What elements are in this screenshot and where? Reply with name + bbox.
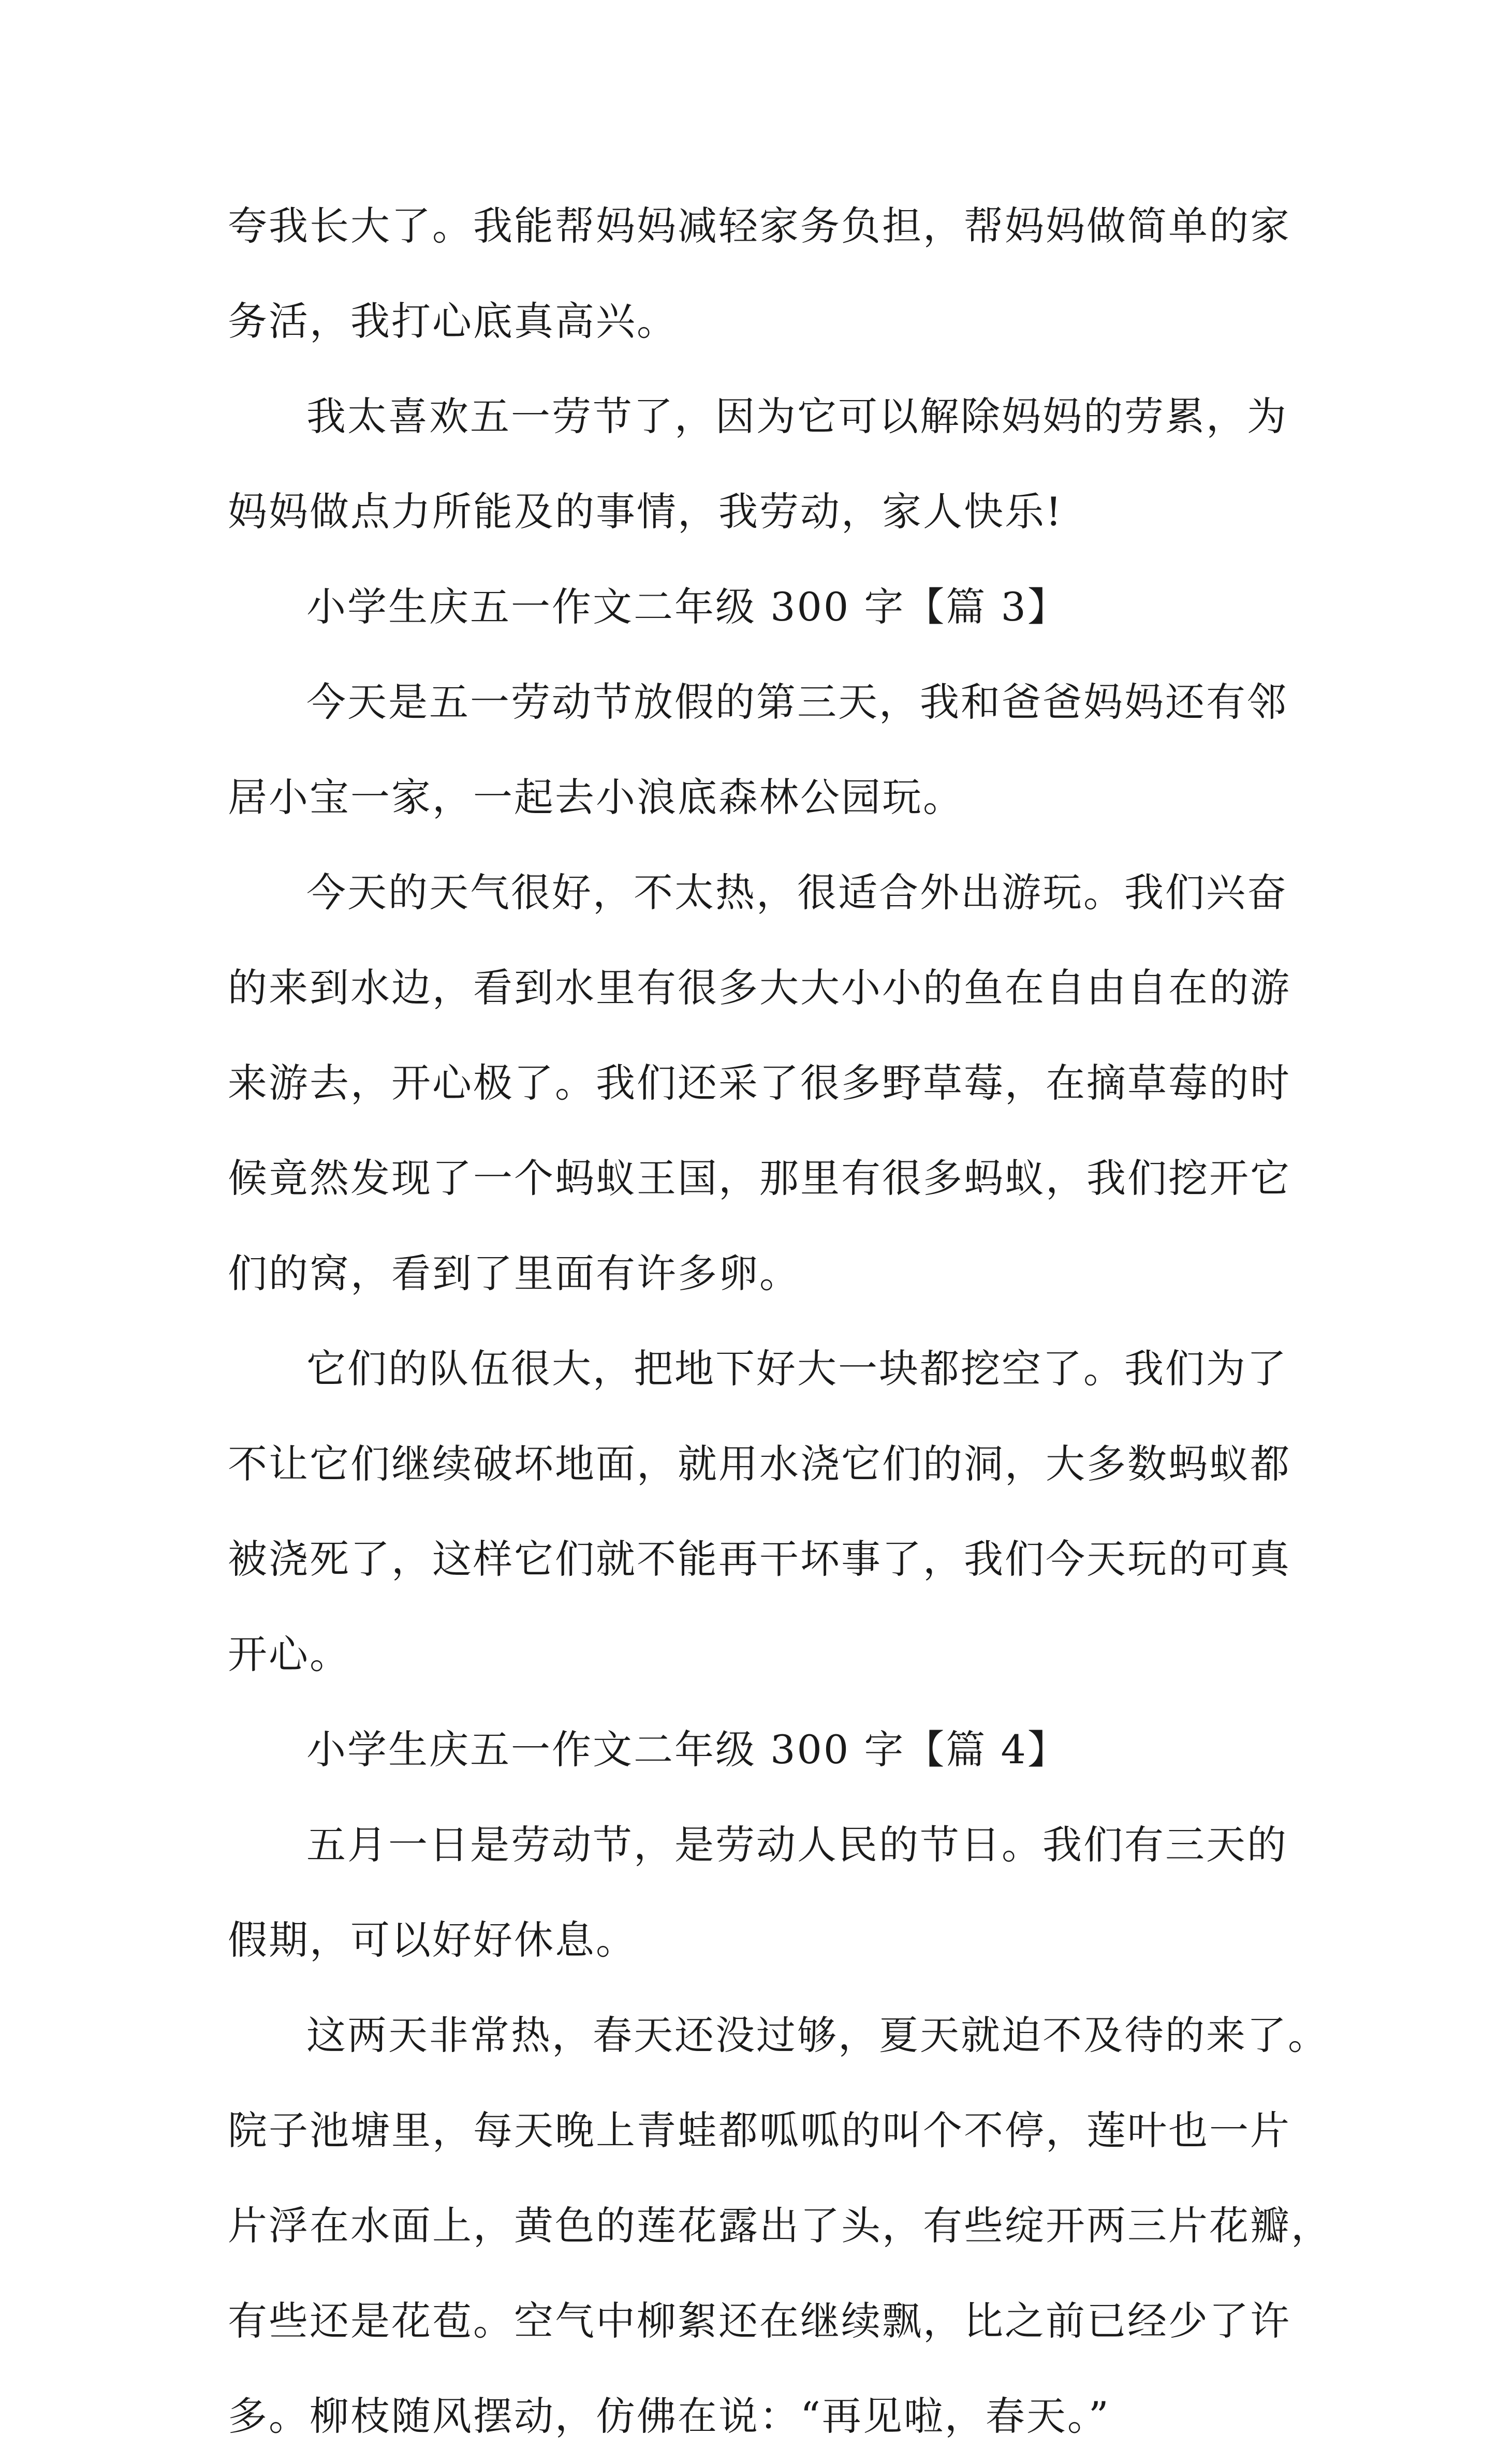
text-line: 妈妈做点力所能及的事情，我劳动，家人快乐! xyxy=(228,489,1063,535)
text-line: 这两天非常热，春天还没过够，夏天就迫不及待的来了。 xyxy=(306,2012,1329,2058)
text-line: 多。柳枝随风摆动，仿佛在说：“再见啦，春天。” xyxy=(228,2393,1110,2439)
text-line: 今天的天气很好，不太热，很适合外出游玩。我们兴奋 xyxy=(306,869,1288,916)
text-line: 的来到水边，看到水里有很多大大小小的鱼在自由自在的游 xyxy=(228,965,1291,1011)
text-line: 居小宝一家，一起去小浪底森林公园玩。 xyxy=(228,774,964,820)
text-line: 我太喜欢五一劳节了，因为它可以解除妈妈的劳累，为 xyxy=(306,393,1288,439)
text-line: 小学生庆五一作文二年级 300 字【篇 3】 xyxy=(306,584,1068,630)
text-line: 开心。 xyxy=(228,1631,350,1677)
text-line: 务活，我打心底真高兴。 xyxy=(228,298,678,344)
text-line: 不让它们继续破坏地面，就用水浇它们的洞，大多数蚂蚁都 xyxy=(228,1441,1291,1487)
text-line: 假期，可以好好休息。 xyxy=(228,1917,637,1963)
text-line: 候竟然发现了一个蚂蚁王国，那里有很多蚂蚁，我们挖开它 xyxy=(228,1155,1291,1201)
text-line: 片浮在水面上，黄色的莲花露出了头，有些绽开两三片花瓣， xyxy=(228,2203,1332,2249)
text-line: 院子池塘里，每天晚上青蛙都呱呱的叫个不停，莲叶也一片 xyxy=(228,2107,1291,2153)
text-line: 来游去，开心极了。我们还采了很多野草莓，在摘草莓的时 xyxy=(228,1060,1291,1106)
text-line: 被浇死了，这样它们就不能再干坏事了，我们今天玩的可真 xyxy=(228,1536,1291,1582)
text-line: 们的窝，看到了里面有许多卵。 xyxy=(228,1250,800,1296)
text-line: 小学生庆五一作文二年级 300 字【篇 4】 xyxy=(306,1727,1068,1773)
text-line: 有些还是花苞。空气中柳絮还在继续飘，比之前已经少了许 xyxy=(228,2298,1291,2344)
text-line: 夸我长大了。我能帮妈妈减轻家务负担，帮妈妈做简单的家 xyxy=(228,203,1291,249)
text-line: 五月一日是劳动节，是劳动人民的节日。我们有三天的 xyxy=(306,1822,1288,1868)
body-text xyxy=(228,179,1332,2464)
text-line: 今天是五一劳动节放假的第三天，我和爸爸妈妈还有邻 xyxy=(306,679,1288,725)
text-line: 它们的队伍很大，把地下好大一块都挖空了。我们为了 xyxy=(306,1346,1288,1392)
